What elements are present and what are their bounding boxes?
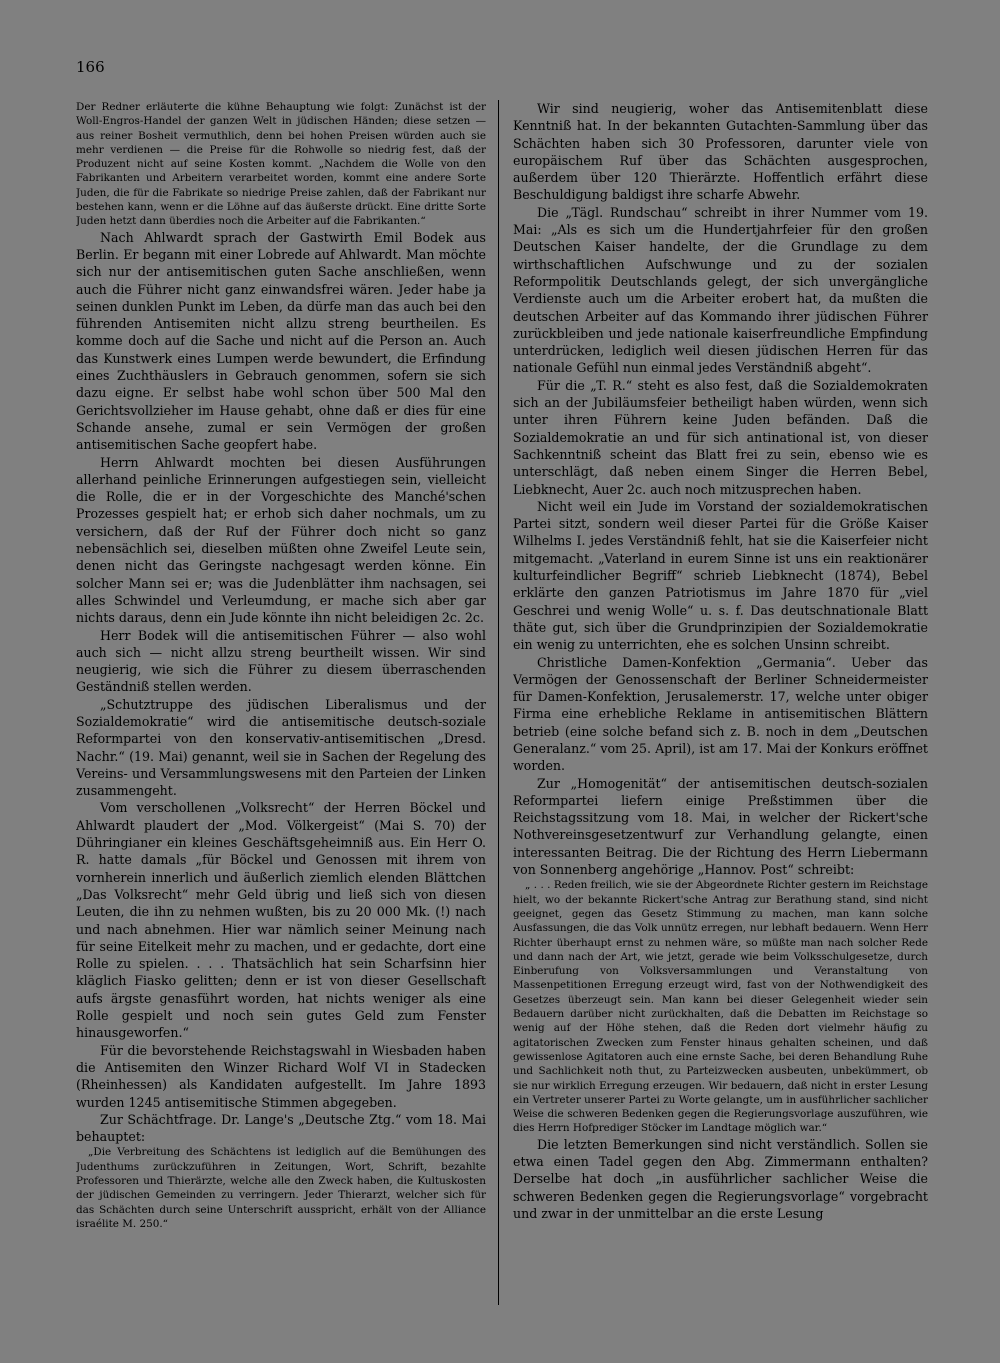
page-number: 166 <box>76 58 105 76</box>
article-paragraph: Christliche Damen-Konfektion „Germania“. Ueber das Vermögen der Genossenschaft der Berliner Schneidermeister für Damen-Konfektion, Jerusalemerstr. 17, welche unter obiger Firma eine erhebliche Reklame in antisemitischen Blättern betrieb (eine solche befand sich z. B. noch in dem „Deutschen Generalanz.“ vom 25. April), ist am 17. Mai der Konkurs eröffnet worden. <box>513 654 928 774</box>
article-paragraph: Herrn Ahlwardt mochten bei diesen Ausführungen allerhand peinliche Erinnerungen aufgestiegen sein, vielleicht die Rolle, die er in der Vorgeschichte des Manché'schen Prozesses gespielt hat; er erhob sich daher nochmals, um zu versichern, daß der Ruf der Führer doch nicht so ganz nebensächlich sei, dieselben müßten ohne Zweifel Leute sein, denen nicht das Geringste nachgesagt werden könne. Ein solcher Mann sei er; was die Judenblätter ihm nachsagen, sei alles Schwindel und Verleumdung, er mache sich aber gar nichts daraus, denn ein Jude könnte ihn nicht beleidigen 2c. 2c. <box>76 454 486 626</box>
article-paragraph: Nach Ahlwardt sprach der Gastwirth Emil Bodek aus Berlin. Er begann mit einer Lobrede auf Ahlwardt. Man möchte sich nur der antisemitischen guten Sache anschließen, wenn auch die Führer nicht ganz einwandsfrei wären. Jeder habe ja seinen dunklen Punkt im Leben, da dürfe man das auch bei den führenden Antisemiten nicht allzu streng beurtheilen. Es komme doch auf die Sache und nicht auf die Person an. Auch das Kunstwerk eines Lumpen werde bewundert, die Erfindung eines Zuchthäuslers in Gebrauch genommen, sofern sie sich dazu eigne. Er selbst habe wohl schon über 500 Mal den Gerichtsvollzieher im Hause gehabt, ohne daß er dies für eine Schande ansehe, zumal er sein Vermögen der großen antisemitischen Sache geopfert habe. <box>76 229 486 453</box>
article-paragraph: Die „Tägl. Rundschau“ schreibt in ihrer Nummer vom 19. Mai: „Als es sich um die Hundertjahrfeier für den großen Deutschen Kaiser handelte, der die Grundlage zu dem wirthschaftlichen Aufschwunge und zu der sozialen Reformpolitik Deutschlands gelegt, der sich unvergängliche Verdienste auch um die Arbeiter erobert hat, da mußten die deutschen Arbeiter auf das Kommando ihrer jüdischen Führer zurückbleiben und jede nationale kaiserfreundliche Empfindung unterdrücken, lediglich weil diesen jüdischen Herren für das nationale Gefühl nun einmal jedes Verständniß abgeht“. <box>513 204 928 376</box>
right-column <box>513 100 928 1308</box>
article-paragraph: Der Redner erläuterte die kühne Behauptung wie folgt: Zunächst ist der Woll-Engros-Handel der ganzen Welt in jüdischen Händen; diese setzen — aus reiner Bosheit vermuthlich, denn bei hohen Preisen würden auch sie mehr verdienen — die Preise für die Rohwolle so niedrig fest, daß der Produzent nicht auf seine Kosten kommt. „Nachdem die Wolle von den Fabrikanten und Arbeitern verarbeitet worden, kommt eine andere Sorte Juden, die für die Fabrikate so niedrige Preise zahlen, daß der Fabrikant nur bestehen kann, wenn er die Löhne auf das äußerste drückt. Eine dritte Sorte Juden hetzt dann überdies noch die Arbeiter auf die Fabrikanten.“ <box>76 101 486 228</box>
article-paragraph: Für die „T. R.“ steht es also fest, daß die Sozialdemokraten sich an der Jubiläumsfeier betheiligt haben würden, wenn sich unter ihren Führern keine Juden befänden. Daß die Sozialdemokratie an und für sich antinational ist, von dieser Sachkenntniß scheint das Blatt frei zu sein, ebenso wie es unterschlägt, daß neben einem Singer die Herren Bebel, Liebknecht, Auer 2c. auch noch mitzusprechen haben. <box>513 377 928 497</box>
article-paragraph: „Die Verbreitung des Schächtens ist lediglich auf die Bemühungen des Judenthums zurückzuführen in Zeitungen, Wort, Schrift, bezahlte Professoren und Thierärzte, welche alle den Zweck haben, die Kultuskosten der jüdischen Gemeinden zu verringern. Jeder Thierarzt, welcher sich für das Schächten durch seine Unterschrift ausspricht, erhält von der Alliance israélite M. 250.“ <box>76 1146 486 1230</box>
article-paragraph: Die letzten Bemerkungen sind nicht verständlich. Sollen sie etwa einen Tadel gegen den Abg. Zimmermann enthalten? Derselbe hat doch „in ausführlicher sachlicher Weise die schweren Bedenken gegen die Regierungsvorlage“ vorgebracht und zwar in der unmittelbar an die erste Lesung <box>513 1136 928 1221</box>
left-column <box>76 100 486 1308</box>
column-divider <box>498 100 499 1305</box>
article-paragraph: Für die bevorstehende Reichstagswahl in Wiesbaden haben die Antisemiten den Winzer Richard Wolf VI in Stadecken (Rheinhessen) als Kandidaten aufgestellt. Im Jahre 1893 wurden 1245 antisemitische Stimmen abgegeben. <box>76 1042 486 1110</box>
article-paragraph: Nicht weil ein Jude im Vorstand der sozialdemokratischen Partei sitzt, sondern weil dieser Partei für die Größe Kaiser Wilhelms I. jedes Verständniß fehlt, hat sie die Kaiserfeier nicht mitgemacht. „Vaterland in eurem Sinne ist uns ein reaktionärer kulturfeindlicher Begriff“ schrieb Liebknecht (1874), Bebel erklärte den ganzen Patriotismus im Jahre 1870 für „viel Geschrei und wenig Wolle“ u. s. f. Das deutschnationale Blatt thäte gut, sich über die Grundprinzipien der Sozialdemokratie ein wenig zu unterrichten, ehe es solchen Unsinn schreibt. <box>513 498 928 653</box>
article-paragraph: Vom verschollenen „Volksrecht“ der Herren Böckel und Ahlwardt plaudert der „Mod. Völkergeist“ (Mai S. 70) der Dühringianer ein kleines Geschäftsgeheimniß aus. Ein Herr O. R. hatte damals „für Böckel und Genossen mit ihrem von vornherein innerlich und äußerlich ziemlich elenden Blättchen „Das Volksrecht“ mehr Geld übrig und ließ sich von diesen Leuten, die ihn zu nehmen wußten, bis zu 20 000 Mk. (!) nach und nach abnehmen. Hier war nämlich seiner Meinung nach für seine Eitelkeit mehr zu machen, und er gedachte, dort eine Rolle zu spielen. . . . Thatsächlich hat sein Scharfsinn hier kläglich Fiasko gelitten; denn er ist von dieser Gesellschaft aufs ärgste genasführt worden, hat nichts weniger als eine Rolle gespielt und noch sein gutes Geld zum Fenster hinausgeworfen.“ <box>76 800 486 1041</box>
article-paragraph: Herr Bodek will die antisemitischen Führer — also wohl auch sich — nicht allzu streng beurtheilt wissen. Wir sind neugierig, wie sich die Führer zu diesem überraschenden Geständniß stellen werden. <box>76 627 486 695</box>
article-paragraph: „ . . . Reden freilich, wie sie der Abgeordnete Richter gestern im Reichstage hielt, wo der bekannte Rickert'sche Antrag zur Berathung stand, sind nicht geeignet, gegen das Gesetz Stimmung zu machen, man kann solche Ausfassungen, die das Volk unnütz erregen, nur lebhaft bedauern. Wenn Herr Richter überhaupt ernst zu nehmen wäre, so müßte man nach solcher Rede und dann nach der Art, wie jetzt, gerade wie beim Volksschulgesetze, durch Einberufung von Volksversammlungen und Veranstaltung von Massenpetitionen Erregung erzeugt wird, fast von der Nothwendigkeit des Gesetzes überzeugt sein. Man kann bei dieser Gelegenheit wieder sein Bedauern darüber nicht zurückhalten, daß die Debatten im Reichstage so wenig auf der Höhe stehen, daß die Reden dort vielmehr häufig zu agitatorischen Zwecken zum Fenster hinaus gehalten scheinen, und daß gewissenlose Agitatoren auch eine ernste Sache, bei deren Behandlung Ruhe und Sachlichkeit noth thut, zu Parteizwecken ausbeuten, unbekümmert, ob sie nur wirklich Erregung erzeugen. Wir bedauern, daß nicht in erster Lesung ein Vertreter unserer Partei zu Worte gelangte, um in ausführlicher sachlicher Weise die schweren Bedenken gegen die Regierungsvorlage auszuführen, wie dies Herrn Hofprediger Stöcker im Landtage möglich war.“ <box>513 879 928 1135</box>
article-paragraph: Zur Schächtfrage. Dr. Lange's „Deutsche Ztg.“ vom 18. Mai behauptet: <box>76 1111 486 1145</box>
article-paragraph: „Schutztruppe des jüdischen Liberalismus und der Sozialdemokratie“ wird die antisemitische deutsch-soziale Reformpartei von den konservativ-antisemitischen „Dresd. Nachr.“ (19. Mai) genannt, weil sie in Sachen der Regelung des Vereins- und Versammlungswesens mit den Parteien der Linken zusammengeht. <box>76 696 486 799</box>
article-paragraph: Wir sind neugierig, woher das Antisemitenblatt diese Kenntniß hat. In der bekannten Gutachten-Sammlung über das Schächten haben sich 30 Professoren, darunter viele von europäischem Ruf über das Schächten ausgesprochen, außerdem über 120 Thierärzte. Hoffentlich erfährt diese Beschuldigung baldigst ihre scharfe Abwehr. <box>513 101 928 203</box>
article-paragraph: Zur „Homogenität“ der antisemitischen deutsch-sozialen Reformpartei liefern einige Preßstimmen über die Reichstagssitzung vom 18. Mai, in welcher der Rickert'sche Nothvereinsgesetzentwurf zur Verhandlung gelangte, einen interessanten Beitrag. Die der Richtung des Herrn Liebermann von Sonnenberg angehörige „Hannov. Post“ schreibt: <box>513 775 928 878</box>
